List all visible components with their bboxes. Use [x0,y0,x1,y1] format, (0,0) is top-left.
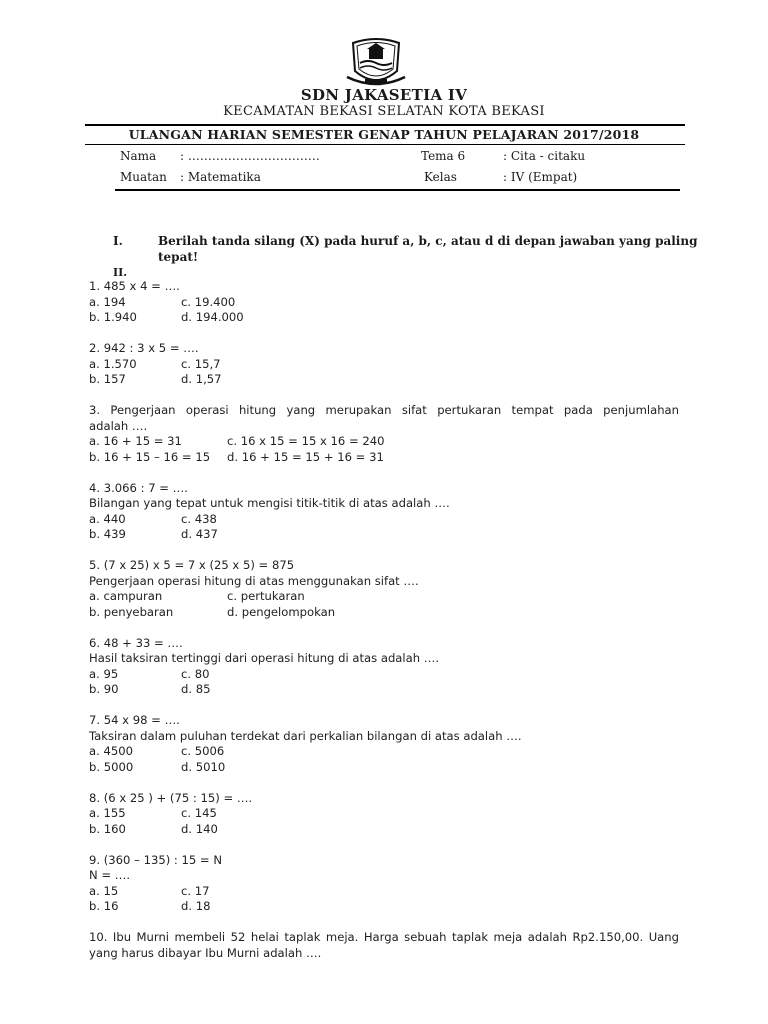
option-a: a. 155 [89,806,126,820]
question-stem: 5. (7 x 25) x 5 = 7 x (25 x 5) = 875 [89,558,295,572]
answer-row [89,667,679,683]
option-d: d. 85 [181,682,211,696]
question-stem: 1. 485 x 4 = …. [89,279,180,293]
option-c: c. 145 [181,806,217,820]
question-stem: 4. 3.066 : 7 = …. [89,480,188,495]
question-stem: 6. 48 + 33 = …. [89,635,183,650]
option-d: d. 437 [181,527,218,541]
option-d: d. 140 [181,821,218,836]
option-c: c. 5006 [181,744,225,758]
answer-row [89,899,679,915]
option-c: c. 17 [181,883,210,898]
school-emblem-logo [345,37,407,89]
answer-row [89,589,679,605]
tema-label: Tema 6 [421,149,466,163]
option-c: c. 19.400 [181,294,236,309]
kelas-label: Kelas [424,170,457,184]
option-b: b. penyebaran [89,604,174,619]
option-a: a. 1.570 [89,356,137,371]
nama-value: : …………………………… [180,149,320,163]
answer-row [89,744,679,760]
option-c: c. pertukaran [227,589,305,603]
answer-row [89,512,679,528]
question-stem: 3. Pengerjaan operasi hitung yang merupakan sifat pertukaran tempat pada penjumlahan [89,403,679,417]
option-d: d. pengelompokan [227,604,336,619]
tema-value: : Cita - citaku [503,149,586,163]
option-b: b. 439 [89,527,126,541]
question-stem: 2. 942 : 3 x 5 = …. [89,341,199,355]
option-d: d. 194.000 [181,310,244,324]
question-list [89,279,679,961]
question-stem: 7. 54 x 98 = …. [89,713,180,727]
school-name: SDN JAKASETIA IV [300,86,468,104]
answer-row [89,682,679,698]
instruction-text: Berilah tanda silang (X) pada huruf a, b, c, atau d di depan jawaban yang paling [158,234,698,248]
answer-row [89,295,679,311]
instruction-number-2: II. [113,266,128,279]
option-b: b. 160 [89,821,126,836]
option-b: b. 16 [89,899,119,913]
option-c: c. 438 [181,511,217,526]
question-stem-cont: Hasil taksiran tertinggi dari operasi hitung di atas adalah …. [89,651,440,665]
exam-title: ULANGAN HARIAN SEMESTER GENAP TAHUN PELAJARAN 2017/2018 [128,127,640,142]
option-b: b. 1.940 [89,310,137,324]
option-b: b. 16 + 15 – 16 = 15 [89,449,211,464]
muatan-value: : Matematika [180,170,261,184]
option-c: c. 15,7 [181,356,221,371]
answer-row [89,372,679,388]
answer-row [89,434,679,450]
muatan-label: Muatan [120,170,167,184]
divider-line [85,144,685,145]
answer-row [89,760,679,776]
kelas-value: : IV (Empat) [503,170,578,184]
district-name: KECAMATAN BEKASI SELATAN KOTA BEKASI [223,104,545,119]
instruction-text-cont: tepat! [158,250,199,264]
option-a: a. 194 [89,294,126,309]
divider-line [85,124,685,126]
question-stem: 8. (6 x 25 ) + (75 : 15) = …. [89,790,253,805]
option-a: a. campuran [89,589,163,603]
question-stem: 9. (360 – 135) : 15 = N [89,852,223,867]
option-b: b. 157 [89,372,126,386]
option-b: b. 5000 [89,759,134,774]
answer-row [89,357,679,373]
option-c: c. 16 x 15 = 15 x 16 = 240 [227,434,385,448]
option-d: d. 5010 [181,759,226,774]
question-stem-cont: Taksiran dalam puluhan terdekat dari perkalian bilangan di atas adalah …. [89,728,522,743]
answer-row [89,822,679,838]
option-c: c. 80 [181,666,210,681]
question-stem-cont: Bilangan yang tepat untuk mengisi titik-titik di atas adalah …. [89,496,450,510]
instruction-number-1: I. [113,234,123,248]
option-b: b. 90 [89,682,119,696]
answer-row [89,605,679,621]
option-d: d. 16 + 15 = 15 + 16 = 31 [227,449,384,464]
option-a: a. 95 [89,666,119,681]
question-stem-cont: yang harus dibayar Ibu Murni adalah …. [89,945,322,960]
question-stem-cont: N = …. [89,868,131,882]
answer-row [89,310,679,326]
option-a: a. 16 + 15 = 31 [89,434,182,448]
nama-label: Nama [120,149,157,163]
question-stem: 10. Ibu Murni membeli 52 helai taplak meja. Harga sebuah taplak meja adalah Rp2.150,00. Uang [89,930,679,944]
question-stem-cont: adalah …. [89,418,148,433]
option-d: d. 1,57 [181,372,222,386]
answer-row [89,450,679,466]
question-stem-cont: Pengerjaan operasi hitung di atas menggunakan sifat …. [89,573,419,588]
option-d: d. 18 [181,899,211,913]
option-a: a. 15 [89,883,119,898]
answer-row [89,884,679,900]
answer-row [89,806,679,822]
divider-line [115,189,680,191]
option-a: a. 440 [89,511,126,526]
option-a: a. 4500 [89,744,133,758]
answer-row [89,527,679,543]
